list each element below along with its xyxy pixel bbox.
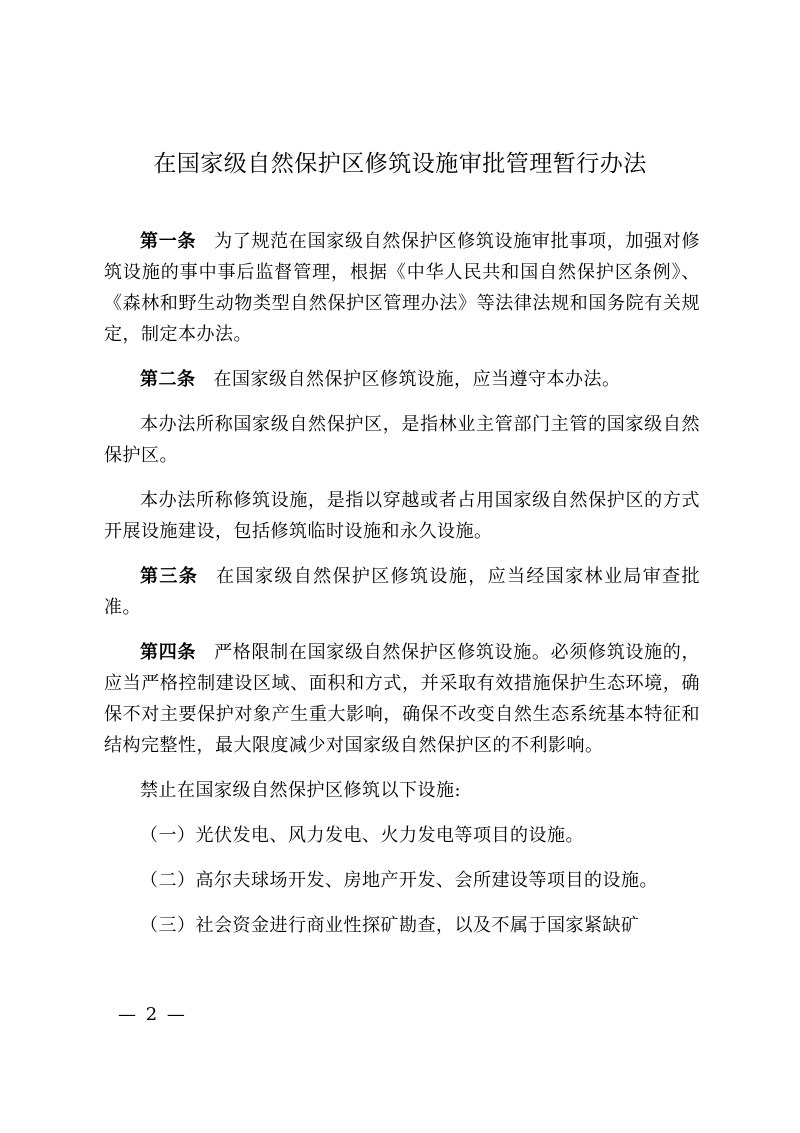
- paragraph: [104, 485, 700, 547]
- list-item: [104, 865, 700, 896]
- article-text: 严格限制在国家级自然保护区修筑设施。必须修筑设施的，应当严格控制建设区域、面积和方式，并采取有效措施保护生态环境，确保不对主要保护对象产生重大影响，确保不改变自然生态系统基本特征和结构完整性，最大限度减少对国家级自然保护区的不利影响。: [104, 642, 701, 756]
- article-3: [104, 561, 700, 623]
- paragraph-text: 禁止在国家级自然保护区修筑以下设施:: [140, 780, 462, 801]
- list-item: [104, 820, 700, 851]
- list-item: [104, 910, 700, 941]
- article-2: [104, 364, 700, 395]
- article-text: 在国家级自然保护区修筑设施，应当经国家林业局审查批准。: [104, 566, 701, 618]
- article-label: 第一条: [140, 231, 197, 252]
- paragraph: [104, 409, 700, 471]
- article-label: 第四条: [140, 642, 197, 663]
- article-4: [104, 637, 700, 761]
- paragraph-text: 本办法所称修筑设施，是指以穿越或者占用国家级自然保护区的方式开展设施建设，包括修筑临时设施和永久设施。: [104, 490, 700, 542]
- list-item-text: （一）光伏发电、风力发电、火力发电等项目的设施。: [140, 825, 584, 846]
- page-number: — 2 —: [118, 1004, 187, 1025]
- article-text: 在国家级自然保护区修筑设施，应当遵守本办法。: [213, 369, 621, 390]
- document-title: 在国家级自然保护区修筑设施审批管理暂行办法: [153, 151, 647, 177]
- article-1: [104, 226, 700, 350]
- document-body: [104, 226, 700, 941]
- article-label: 第二条: [140, 369, 196, 390]
- list-item-text: （二）高尔夫球场开发、房地产开发、会所建设等项目的设施。: [140, 870, 658, 891]
- paragraph-text: 本办法所称国家级自然保护区，是指林业主管部门主管的国家级自然保护区。: [104, 414, 700, 466]
- article-text: 为了规范在国家级自然保护区修筑设施审批事项，加强对修筑设施的事中事后监督管理，根据《中华人民共和国自然保护区条例》、《森林和野生动物类型自然保护区管理办法》等法律法规和国务院有关规定，制定本办法。: [104, 231, 701, 345]
- paragraph: [104, 775, 700, 806]
- list-item-text: （三）社会资金进行商业性探矿勘查，以及不属于国家紧缺矿: [140, 915, 640, 936]
- article-label: 第三条: [140, 566, 199, 587]
